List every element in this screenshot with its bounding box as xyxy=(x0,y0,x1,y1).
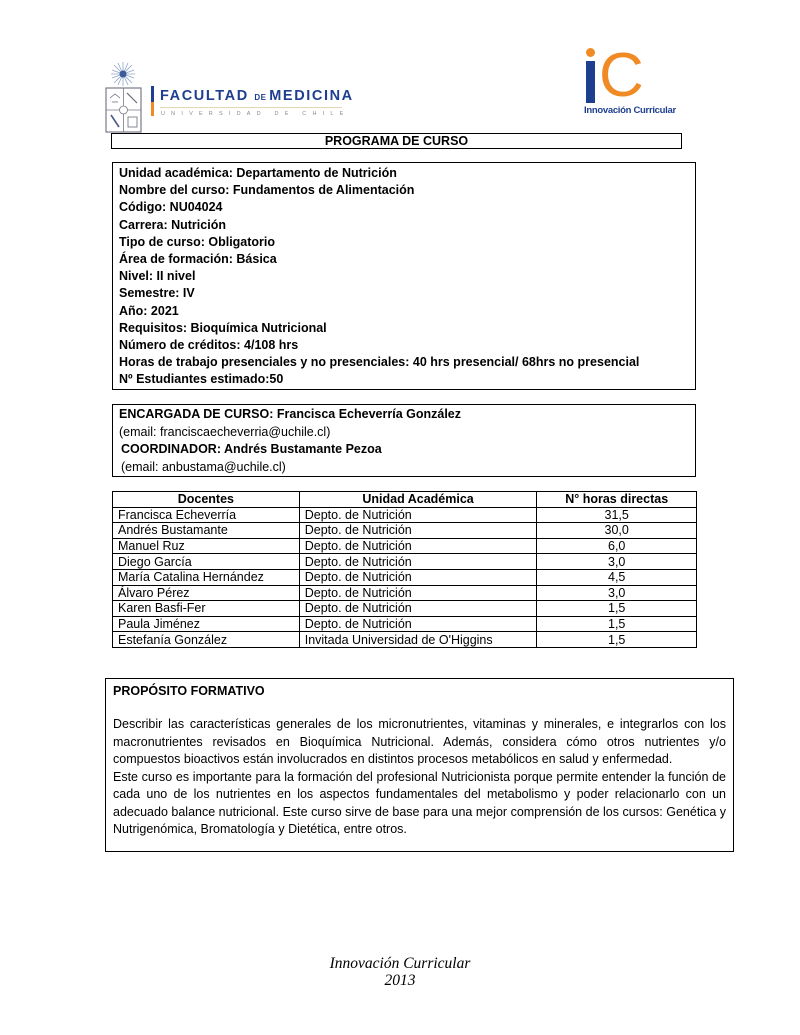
header-horas-directas: N° horas directas xyxy=(537,492,697,508)
logo-divider xyxy=(160,107,342,108)
faculty-name-part1: FACULTAD xyxy=(160,88,255,104)
info-estimated-students: Nº Estudiantes estimado:50 xyxy=(119,372,284,387)
info-requirements: Requisitos: Bioquímica Nutricional xyxy=(119,320,327,335)
innovacion-curricular-logo xyxy=(575,41,676,119)
course-info-box xyxy=(112,162,696,390)
ic-logo-letter: C xyxy=(599,41,644,110)
table-row xyxy=(113,507,697,523)
course-lead-email: (email: franciscaecheverria@uchile.cl) xyxy=(119,424,331,439)
teacher-name: Diego García xyxy=(113,554,300,570)
header-unidad-academica: Unidad Académica xyxy=(299,492,537,508)
university-crest-icon xyxy=(104,60,146,135)
coordinator-email: (email: anbustama@uchile.cl) xyxy=(121,459,286,474)
table-row xyxy=(113,616,697,632)
teacher-name: Estefanía González xyxy=(113,632,300,648)
teacher-unit: Depto. de Nutrición xyxy=(299,507,537,523)
teacher-unit: Invitada Universidad de O'Higgins xyxy=(299,632,537,648)
course-staff-box xyxy=(112,404,696,477)
teacher-unit: Depto. de Nutrición xyxy=(299,616,537,632)
table-row xyxy=(113,569,697,585)
faculty-name-small: DE xyxy=(254,93,270,102)
info-training-area: Área de formación: Básica xyxy=(119,252,277,267)
purpose-title: PROPÓSITO FORMATIVO xyxy=(113,684,265,698)
teacher-hours: 3,0 xyxy=(537,585,697,601)
purpose-paragraph: Este curso es importante para la formación del profesional Nutricionista porque permite entender la función de cada uno de los nutrientes en los aspectos fundamentales del metabolismo y poder relacionarlo con un adecuado balance nutricional. Este curso sirve de base para una mejor comprensión de los cursos: Genética y Nutrigenómica, Bromatología y Dietética, entre otros. xyxy=(113,769,726,836)
footer-line-1: Innovación Curricular xyxy=(329,955,471,972)
coordinator-label: COORDINADOR: xyxy=(121,442,221,456)
footer-year: 2013 xyxy=(384,972,416,989)
coordinator-name: Andrés Bustamante Pezoa xyxy=(221,442,382,456)
teacher-hours: 4,5 xyxy=(537,569,697,585)
ic-logo-stem xyxy=(586,61,595,103)
faculty-of-medicine-logo xyxy=(104,60,354,135)
teachers-table xyxy=(112,491,697,648)
document-title: PROGRAMA DE CURSO xyxy=(111,133,682,149)
teacher-unit: Depto. de Nutrición xyxy=(299,569,537,585)
teacher-hours: 1,5 xyxy=(537,601,697,617)
teacher-name: Manuel Ruz xyxy=(113,538,300,554)
ic-logo-dot xyxy=(586,48,595,57)
info-level: Nivel: II nivel xyxy=(119,269,196,284)
teacher-name: Andrés Bustamante xyxy=(113,523,300,539)
logo-accent-blue xyxy=(151,86,154,102)
header-docentes: Docentes xyxy=(113,492,300,508)
table-row xyxy=(113,538,697,554)
teacher-unit: Depto. de Nutrición xyxy=(299,601,537,617)
faculty-name-part2: MEDICINA xyxy=(269,88,354,104)
info-course-name: Nombre del curso: Fundamentos de Alimentación xyxy=(119,183,415,198)
teacher-hours: 3,0 xyxy=(537,554,697,570)
teacher-hours: 30,0 xyxy=(537,523,697,539)
teacher-hours: 31,5 xyxy=(537,507,697,523)
logo-accent-orange xyxy=(151,102,154,116)
teacher-unit: Depto. de Nutrición xyxy=(299,523,537,539)
coordinator xyxy=(119,441,689,459)
purpose-box xyxy=(105,678,734,852)
table-row xyxy=(113,554,697,570)
university-name: UNIVERSIDAD DE CHILE xyxy=(161,111,350,117)
info-semester: Semestre: IV xyxy=(119,286,195,301)
teacher-name: Francisca Echeverría xyxy=(113,507,300,523)
course-lead-label: ENCARGADA DE CURSO: xyxy=(119,407,274,421)
teacher-unit: Depto. de Nutrición xyxy=(299,554,537,570)
ic-logo-label: Innovación Curricular xyxy=(584,105,676,116)
table-row xyxy=(113,632,697,648)
info-code: Código: NU04024 xyxy=(119,200,223,215)
teacher-name: María Catalina Hernández xyxy=(113,569,300,585)
info-course-type: Tipo de curso: Obligatorio xyxy=(119,234,276,249)
teacher-unit: Depto. de Nutrición xyxy=(299,538,537,554)
info-academic-unit: Unidad académica: Departamento de Nutrición xyxy=(119,166,397,180)
info-career: Carrera: Nutrición xyxy=(119,217,226,232)
info-credits: Número de créditos: 4/108 hrs xyxy=(119,338,299,353)
course-lead-name: Francisca Echeverría González xyxy=(273,407,461,421)
purpose-paragraph: Describir las características generales de los micronutrientes, vitaminas y minerales, e integrarlos con los macronutrientes revisados en Bioquímica Nutricional. Además, considera cómo otros nutrientes y/o compuestos bioactivos están involucrados en distintos procesos metabólicos en salud y enfermedad. xyxy=(113,717,726,766)
table-row xyxy=(113,523,697,539)
teacher-name: Karen Basfi-Fer xyxy=(113,601,300,617)
course-lead xyxy=(119,406,689,424)
teacher-name: Álvaro Pérez xyxy=(113,585,300,601)
teacher-hours: 6,0 xyxy=(537,538,697,554)
teacher-name: Paula Jiménez xyxy=(113,616,300,632)
teacher-unit: Depto. de Nutrición xyxy=(299,585,537,601)
table-row xyxy=(113,601,697,617)
table-row xyxy=(113,585,697,601)
faculty-name xyxy=(160,88,354,104)
page-footer xyxy=(0,955,800,989)
teacher-hours: 1,5 xyxy=(537,632,697,648)
info-year: Año: 2021 xyxy=(119,303,179,318)
table-header-row xyxy=(113,492,697,508)
teacher-hours: 1,5 xyxy=(537,616,697,632)
info-work-hours: Horas de trabajo presenciales y no presenciales: 40 hrs presencial/ 68hrs no presencial xyxy=(119,355,640,370)
